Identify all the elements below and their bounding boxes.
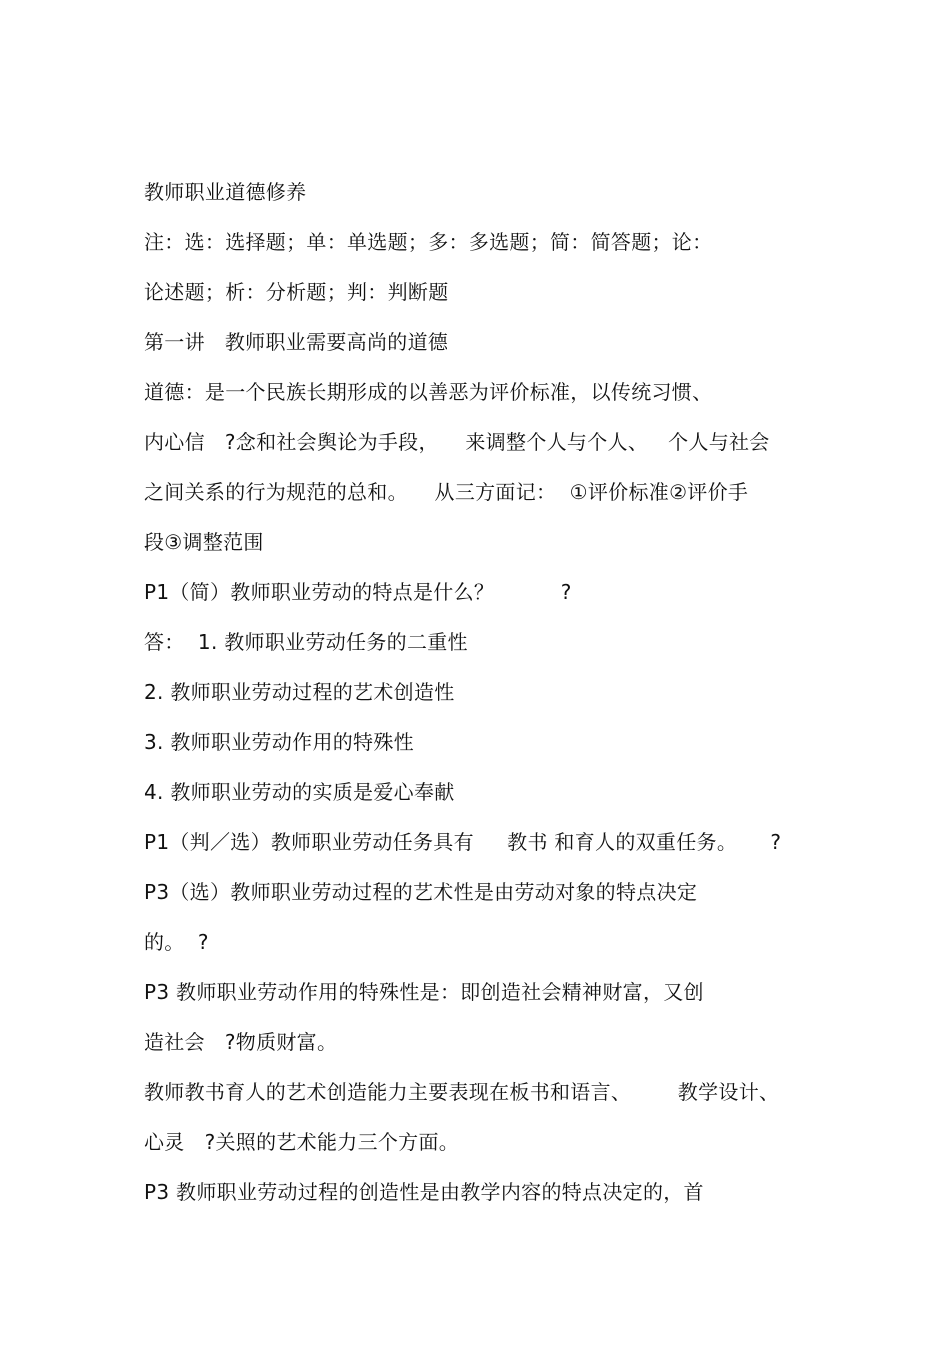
- question-line: P3（选）教师职业劳动过程的艺术性是由劳动对象的特点决定: [144, 880, 698, 904]
- answer-line: 2. 教师职业劳动过程的艺术创造性: [144, 680, 455, 704]
- question-line: P3 教师职业劳动过程的创造性是由教学内容的特点决定的，首: [144, 1180, 704, 1204]
- section-heading: 第一讲 教师职业需要高尚的道德: [144, 330, 449, 354]
- answer-line: 3. 教师职业劳动作用的特殊性: [144, 730, 414, 754]
- text-line: 心灵 ?关照的艺术能力三个方面。: [144, 1130, 460, 1154]
- answer-line: 4. 教师职业劳动的实质是爱心奉献: [144, 780, 455, 804]
- text-line: 注：选：选择题；单：单选题；多：多选题；简：简答题；论：: [144, 230, 713, 254]
- text-line: 教师教书育人的艺术创造能力主要表现在板书和语言、 教学设计、: [144, 1080, 780, 1104]
- text-line: 内心信 ?念和社会舆论为手段， 来调整个人与个人、 个人与社会: [144, 430, 770, 454]
- question-line: P3 教师职业劳动作用的特殊性是：即创造社会精神财富，又创: [144, 980, 704, 1004]
- document-title: 教师职业道德修养: [144, 180, 307, 204]
- text-line: 的。 ?: [144, 930, 209, 954]
- question-line: P1（判／选）教师职业劳动任务具有 教书 和育人的双重任务。 ?: [144, 830, 782, 854]
- text-line: 段③调整范围: [144, 530, 264, 554]
- answer-line: 答： 1. 教师职业劳动任务的二重性: [144, 630, 468, 654]
- text-line: 造社会 ?物质财富。: [144, 1030, 338, 1054]
- text-line: 论述题；析：分析题；判：判断题: [144, 280, 449, 304]
- question-line: P1（简）教师职业劳动的特点是什么？ ?: [144, 580, 572, 604]
- text-line: 道德：是一个民族长期形成的以善恶为评价标准，以传统习惯、: [144, 380, 713, 404]
- text-line: 之间关系的行为规范的总和。 从三方面记： ①评价标准②评价手: [144, 480, 749, 504]
